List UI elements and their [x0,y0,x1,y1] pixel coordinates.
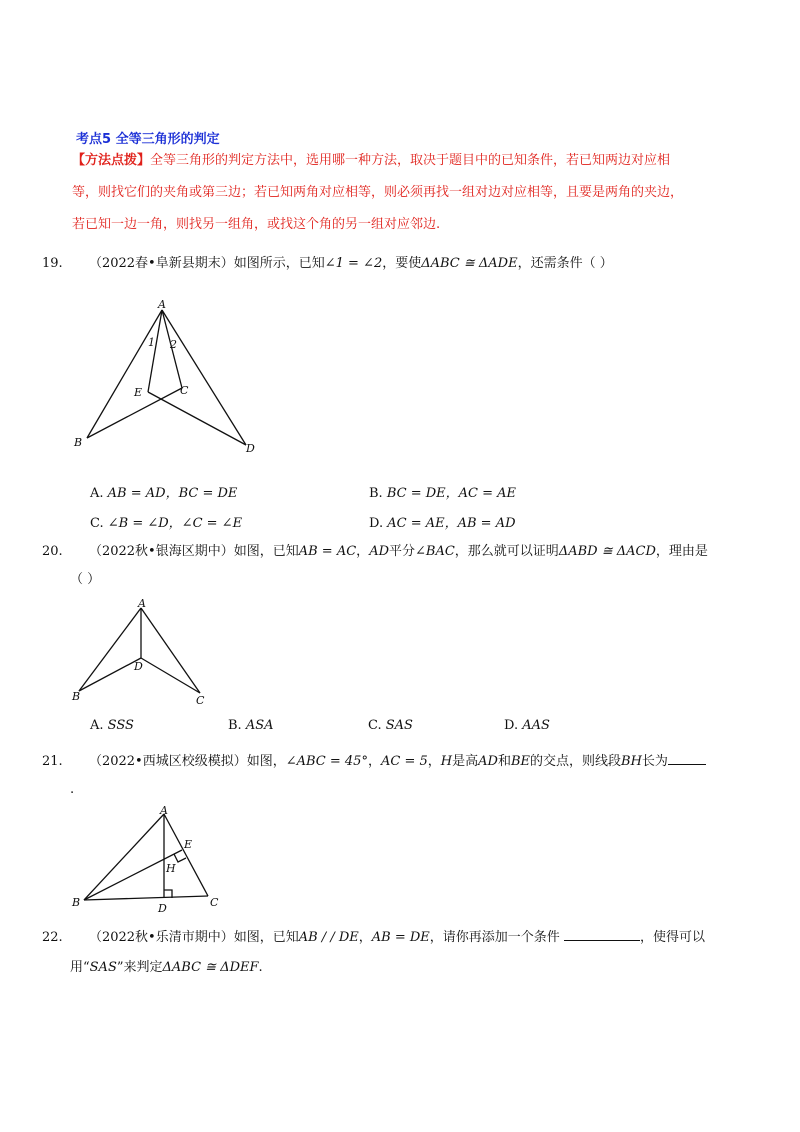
math-expression: AD [478,754,498,769]
label-d: D [134,660,143,673]
question-text: ，请你再添加一个条件 [429,930,560,945]
figure-q19 [70,296,270,466]
question-text: 是高 [452,754,479,769]
question-text: 长为 [641,754,668,769]
section-title: 考点5 全等三角形的判定 [76,132,220,147]
question-text: 平分 [389,544,416,559]
question-20 [42,542,708,562]
q19-option-d[interactable] [369,512,516,531]
math-expression: AC = 5 [380,754,428,769]
question-21: 21. （2022•西城区校级模拟）如图，∠ABC = 45°，AC = 5，H是高AD和BE的交点，则线段BH长为 [42,750,706,772]
q20-option-b[interactable] [228,718,274,733]
option-text: SAS [385,718,413,733]
label-e: E [184,838,193,851]
option-text: ASA [245,718,274,733]
label-e: E [134,386,143,399]
option-text: BC = DE，AC = AE [386,486,517,501]
question-text: ，使得可以 [639,930,705,945]
question-text: 的交点，则线段 [530,754,622,769]
q19-option-a[interactable] [90,482,237,501]
option-letter: A. [90,718,104,733]
math-expression: AB = DE [371,930,430,945]
method-tip-line-2: 等，则找它们的夹角或第三边；若已知两角对应相等，则必须再找一组对边对应相等，且要是两角的夹边， [72,185,684,200]
question-source: （2022春•阜新县期末）如图所示，已知 [88,256,325,271]
math-expression: ∠1 = ∠2 [324,256,383,271]
option-text: AC = AE，AB = AD [387,516,516,531]
q21-end: . [70,782,75,797]
label-c: C [180,384,189,397]
label-d: D [158,902,167,914]
question-text: ”来判定 [116,960,163,975]
option-letter: D. [504,718,519,733]
label-b: B [74,436,83,449]
math-expression: ΔABD ≅ ΔACD [558,544,656,559]
math-expression: SAS [89,960,117,975]
label-a: A [138,597,146,610]
question-text: ，要使 [382,256,422,271]
option-text: AAS [522,718,550,733]
question-19 [42,254,613,274]
question-number: 21. [42,754,63,769]
math-expression: AB = AC [298,544,357,559]
label-h: H [166,862,176,875]
figure-q20 [68,596,218,708]
q19-option-c[interactable] [90,512,242,531]
question-text: ，那么就可以证明 [454,544,559,559]
question-text: . [258,960,263,975]
answer-paren: ，还需条件（ ） [517,256,613,271]
label-a: A [160,804,168,817]
method-tip-line-3: 若已知一边一角，则找另一组角，或找这个角的另一组对应邻边. [72,217,441,232]
method-tip-tag: 【方法点拨】 [72,153,151,168]
label-d: D [246,442,255,455]
option-text: SSS [107,718,134,733]
label-b: B [72,690,81,703]
math-expression: H [440,754,453,769]
question-number: 22. [42,930,63,945]
label-c: C [196,694,205,707]
figure-q21 [68,802,228,914]
method-tip-text-1: 全等三角形的判定方法中，选用哪一种方法，取决于题目中的已知条件，若已知两边对应相 [150,153,671,168]
q20-option-d[interactable] [504,718,550,733]
math-expression: ∠BAC [415,544,455,559]
label-a: A [158,298,166,311]
question-text: ， [356,544,370,559]
math-expression: BH [621,754,642,769]
question-text: ，理由是 [655,544,708,559]
option-letter: D. [369,516,384,531]
label-b: B [72,896,81,909]
math-expression: BE [510,754,530,769]
question-text: 和 [497,754,511,769]
math-expression: AD [369,544,389,559]
option-letter: C. [90,516,104,531]
option-text: AB = AD，BC = DE [107,486,238,501]
math-expression: AB / / DE [298,930,359,945]
q20-option-c[interactable] [368,718,413,733]
question-text: 用“ [70,960,90,975]
question-22-line-2 [70,958,263,978]
question-number: 20. [42,544,63,559]
question-22: 22. （2022秋•乐清市期中）如图，已知AB / / DE，AB = DE，请你再添加一个条件 ，使得可以 [42,926,705,948]
question-source: （2022秋•银海区期中）如图，已知 [88,544,299,559]
math-expression: ∠ABC = 45° [285,754,368,769]
answer-blank[interactable] [668,750,706,765]
q20-answer-paren: （ ） [70,572,101,587]
q20-option-a[interactable] [90,718,134,733]
math-expression: ΔABC ≅ ΔDEF [162,960,259,975]
option-text: ∠B = ∠D，∠C = ∠E [107,516,243,531]
option-letter: B. [228,718,242,733]
option-letter: A. [90,486,104,501]
option-letter: C. [368,718,382,733]
q19-option-b[interactable] [369,482,516,501]
answer-blank[interactable] [564,926,640,941]
math-expression: ΔABC ≅ ΔADE [421,256,518,271]
method-tip-line-1 [72,148,670,174]
label-angle-2: 2 [170,338,177,351]
question-number: 19. [42,256,63,271]
question-source: （2022秋•乐清市期中）如图，已知 [88,930,299,945]
label-angle-1: 1 [148,336,155,349]
question-source: （2022•西城区校级模拟）如图， [88,754,286,769]
label-c: C [210,896,219,909]
option-letter: B. [369,486,383,501]
